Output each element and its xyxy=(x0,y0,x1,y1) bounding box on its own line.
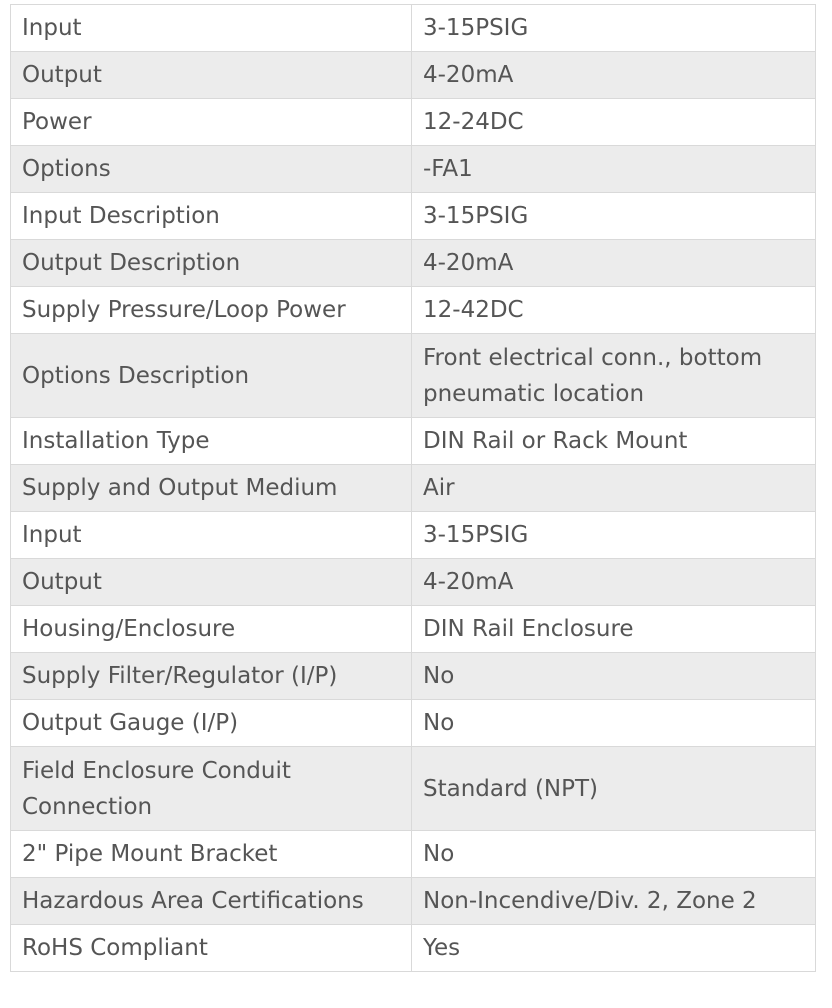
spec-value: Standard (NPT) xyxy=(412,747,816,831)
table-row xyxy=(11,831,816,878)
spec-label: Options Description xyxy=(11,334,412,418)
spec-value: Yes xyxy=(412,925,816,972)
table-row xyxy=(11,240,816,287)
table-row xyxy=(11,465,816,512)
spec-value: 3-15PSIG xyxy=(412,193,816,240)
spec-label: Input Description xyxy=(11,193,412,240)
spec-label: Power xyxy=(11,99,412,146)
spec-label: Supply Pressure/Loop Power xyxy=(11,287,412,334)
spec-value: 4-20mA xyxy=(412,559,816,606)
table-row xyxy=(11,747,816,831)
spec-value: 12-24DC xyxy=(412,99,816,146)
table-row xyxy=(11,878,816,925)
spec-value: No xyxy=(412,700,816,747)
spec-label: 2" Pipe Mount Bracket xyxy=(11,831,412,878)
spec-label: Housing/Enclosure xyxy=(11,606,412,653)
table-row xyxy=(11,99,816,146)
spec-label: Output Description xyxy=(11,240,412,287)
table-row xyxy=(11,925,816,972)
spec-label: Supply and Output Medium xyxy=(11,465,412,512)
spec-value: Front electrical conn., bottom pneumatic location xyxy=(412,334,816,418)
spec-label: Output Gauge (I/P) xyxy=(11,700,412,747)
table-row xyxy=(11,700,816,747)
table-row xyxy=(11,193,816,240)
spec-label: Output xyxy=(11,559,412,606)
spec-label: Installation Type xyxy=(11,418,412,465)
table-row xyxy=(11,559,816,606)
table-row xyxy=(11,146,816,193)
spec-value: 4-20mA xyxy=(412,52,816,99)
table-row xyxy=(11,653,816,700)
spec-value: No xyxy=(412,831,816,878)
spec-value: 12-42DC xyxy=(412,287,816,334)
spec-value: 3-15PSIG xyxy=(412,5,816,52)
table-row xyxy=(11,52,816,99)
spec-label: RoHS Compliant xyxy=(11,925,412,972)
table-row xyxy=(11,334,816,418)
spec-label: Options xyxy=(11,146,412,193)
spec-value: 4-20mA xyxy=(412,240,816,287)
spec-label: Input xyxy=(11,512,412,559)
table-row xyxy=(11,512,816,559)
table-row xyxy=(11,606,816,653)
table-row xyxy=(11,5,816,52)
spec-label: Output xyxy=(11,52,412,99)
spec-value: -FA1 xyxy=(412,146,816,193)
spec-value: Non-Incendive/Div. 2, Zone 2 xyxy=(412,878,816,925)
spec-value: Air xyxy=(412,465,816,512)
spec-value: 3-15PSIG xyxy=(412,512,816,559)
specifications-table xyxy=(10,4,816,972)
spec-label: Field Enclosure Conduit Connection xyxy=(11,747,412,831)
spec-label: Input xyxy=(11,5,412,52)
spec-value: DIN Rail Enclosure xyxy=(412,606,816,653)
spec-value: DIN Rail or Rack Mount xyxy=(412,418,816,465)
spec-label: Supply Filter/Regulator (I/P) xyxy=(11,653,412,700)
spec-value: No xyxy=(412,653,816,700)
table-row xyxy=(11,287,816,334)
spec-label: Hazardous Area Certifications xyxy=(11,878,412,925)
table-row xyxy=(11,418,816,465)
